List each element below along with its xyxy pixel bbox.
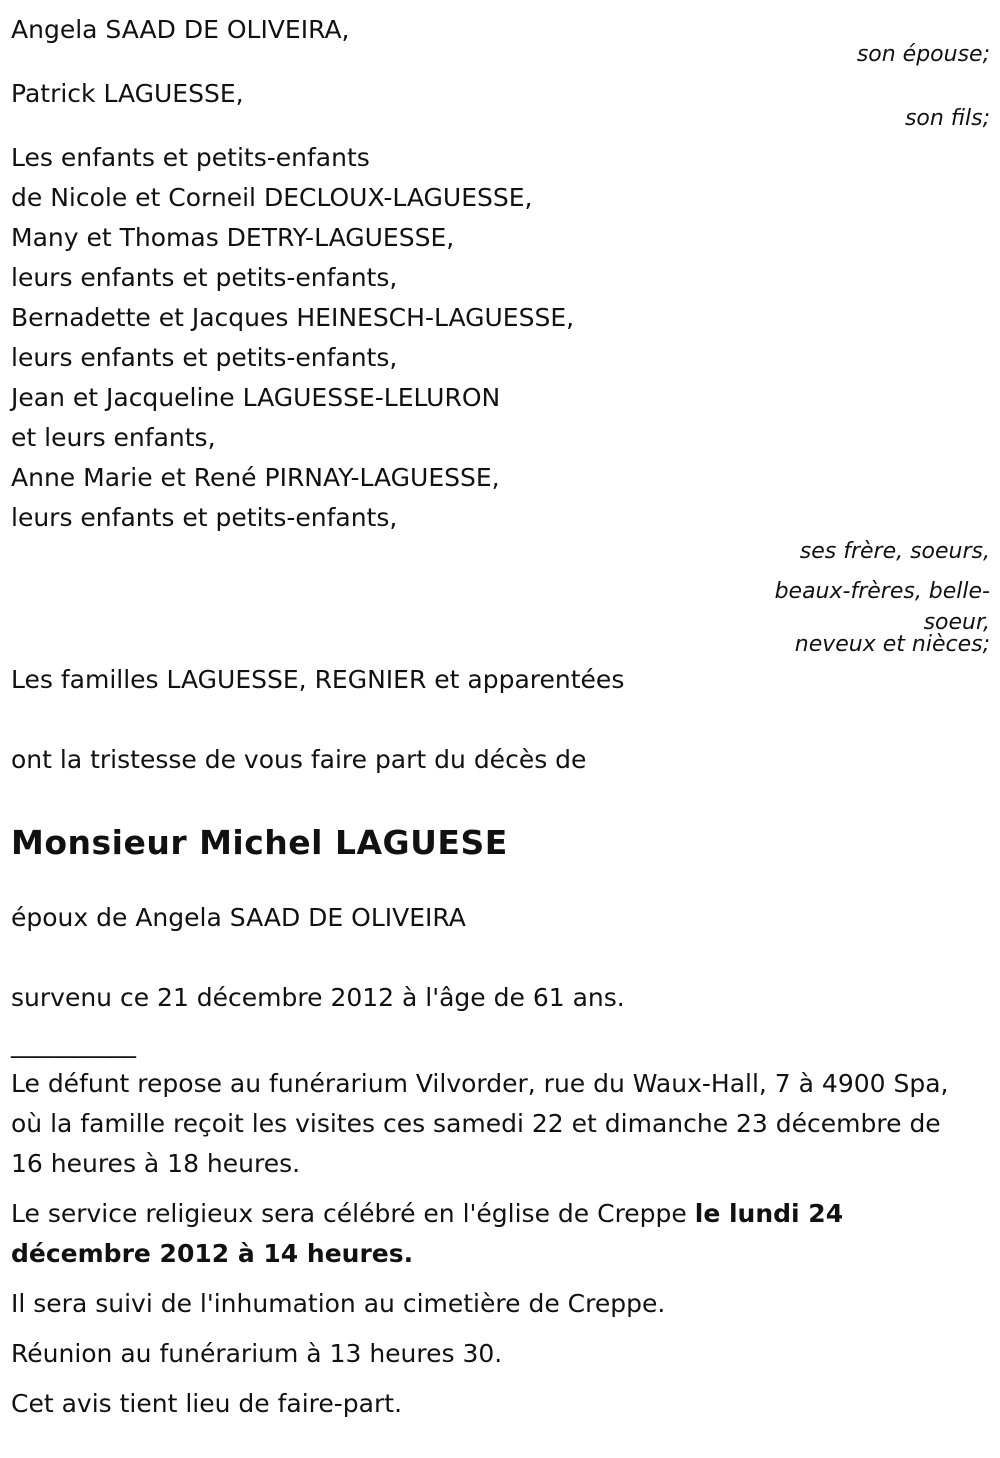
son-relation: son fils; (904, 106, 990, 131)
service-prefix: Le service religieux sera célébré en l'église de Creppe (11, 1199, 695, 1228)
siblings-relation-line: ses frère, soeurs, (799, 539, 990, 564)
sibling-line: leurs enfants et petits-enfants, (11, 263, 398, 292)
sibling-line: leurs enfants et petits-enfants, (11, 343, 398, 372)
spouse-relation: son épouse; (856, 42, 990, 67)
sibling-line: Les enfants et petits-enfants (11, 143, 370, 172)
sibling-line: et leurs enfants, (11, 423, 216, 452)
son-name: Patrick LAGUESSE, (11, 79, 244, 108)
sibling-line: Anne Marie et René PIRNAY-LAGUESSE, (11, 463, 500, 492)
sibling-line: Many et Thomas DETRY-LAGUESSE, (11, 223, 455, 252)
notice-paragraph: Cet avis tient lieu de faire-part. (11, 1389, 403, 1418)
families-line: Les familles LAGUESSE, REGNIER et apparentées (11, 665, 625, 694)
sibling-line: leurs enfants et petits-enfants, (11, 503, 398, 532)
sibling-line: Bernadette et Jacques HEINESCH-LAGUESSE, (11, 303, 575, 332)
meeting-paragraph: Réunion au funérarium à 13 heures 30. (11, 1339, 503, 1368)
siblings-relation-line: neveux et nièces; (794, 632, 990, 657)
sibling-line: de Nicole et Corneil DECLOUX-LAGUESSE, (11, 183, 533, 212)
sibling-line: Jean et Jacqueline LAGUESSE-LELURON (11, 383, 501, 412)
service-date: le lundi 24 décembre 2012 à 14 heures. (11, 1199, 844, 1268)
siblings-list (11, 138, 990, 538)
service-paragraph (11, 1194, 971, 1274)
spouse-name: Angela SAAD DE OLIVEIRA, (11, 15, 350, 44)
siblings-relation (11, 532, 990, 656)
announcement-intro: ont la tristesse de vous faire part du décès de (11, 745, 587, 774)
deceased-name: Monsieur Michel LAGUESE (11, 823, 508, 862)
spouse-of: époux de Angela SAAD DE OLIVEIRA (11, 903, 466, 932)
siblings-relation-line: beaux-frères, belle- (774, 579, 990, 604)
siblings-relation-line: soeur, (923, 610, 990, 635)
death-info: survenu ce 21 décembre 2012 à l'âge de 61 ans. (11, 983, 625, 1012)
repose-paragraph: Le défunt repose au funérarium Vilvorder, rue du Waux-Hall, 7 à 4900 Spa, où la famille reçoit les visites ces samedi 22 et dimanche 23 décembre de 16 heures à 18 heures. (11, 1069, 949, 1178)
burial-paragraph: Il sera suivi de l'inhumation au cimetière de Creppe. (11, 1289, 666, 1318)
section-divider: __________ (11, 1029, 136, 1058)
